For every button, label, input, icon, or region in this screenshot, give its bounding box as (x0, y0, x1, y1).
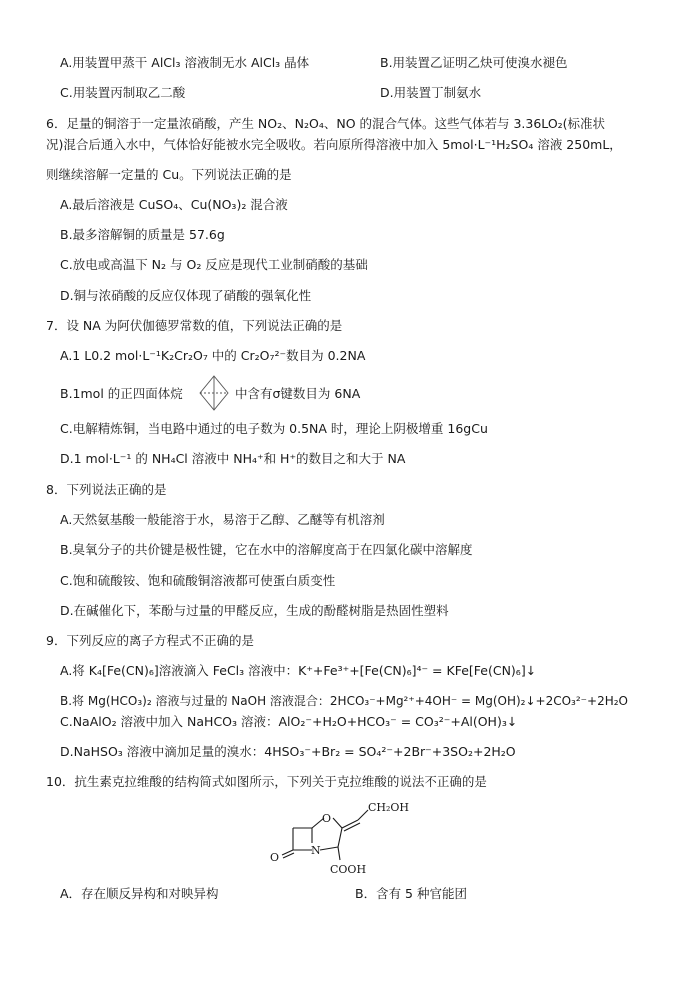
q9-stem: 9．下列反应的离子方程式不正确的是 (46, 633, 254, 648)
q6-stem-line2: 况)混合后通入水中，气体恰好能被水完全吸收。若向原所得溶液中加入 5mol·L⁻¹H₂SO₄ 溶液 250mL， (46, 137, 622, 152)
q8-option-d: D.在碱催化下，苯酚与过量的甲醛反应，生成的酚醛树脂是热固性塑料 (60, 603, 449, 618)
mol-cooh: COOH (330, 863, 367, 876)
q8-option-c: C.饱和硫酸铵、饱和硫酸铜溶液都可使蛋白质变性 (60, 573, 336, 588)
q6-stem-line3: 则继续溶解一定量的 Cu。下列说法正确的是 (46, 167, 292, 182)
q5-option-a: A.用装置甲蒸干 AlCl₃ 溶液制无水 AlCl₃ 晶体 (60, 55, 310, 70)
q7-option-b-pre: B.1mol 的正四面体烷 (60, 386, 183, 401)
q8-stem: 8．下列说法正确的是 (46, 482, 167, 497)
q5-option-b: B.用装置乙证明乙炔可使溴水褪色 (380, 55, 568, 70)
mol-keto-oxygen: O (270, 851, 280, 864)
q7-stem: 7．设 NA 为阿伏伽德罗常数的值，下列说法正确的是 (46, 318, 343, 333)
q5-option-d: D.用装置丁制氨水 (380, 85, 482, 100)
q7-option-c: C.电解精炼铜，当电路中通过的电子数为 0.5NA 时，理论上阴极增重 16gCu (60, 421, 488, 436)
clavulanic-acid-structure (260, 798, 430, 878)
mol-nitrogen: N (311, 844, 321, 857)
q9-option-c: C.NaAlO₂ 溶液中加入 NaHCO₃ 溶液：AlO₂⁻+H₂O+HCO₃⁻ = CO₃²⁻+Al(OH)₃↓ (60, 714, 518, 729)
q8-option-b: B.臭氧分子的共价键是极性键，它在水中的溶解度高于在四氯化碳中溶解度 (60, 542, 473, 557)
tetrahedrane-structure (197, 374, 231, 412)
q7-option-b-post: 中含有σ键数目为 6NA (235, 386, 361, 401)
q10-stem: 10．抗生素克拉维酸的结构简式如图所示，下列关于克拉维酸的说法不正确的是 (46, 774, 487, 789)
q6-option-a: A.最后溶液是 CuSO₄、Cu(NO₃)₂ 混合液 (60, 197, 288, 212)
q7-option-a: A.1 L0.2 mol·L⁻¹K₂Cr₂O₇ 中的 Cr₂O₇²⁻数目为 0.2NA (60, 348, 366, 363)
q6-option-c: C.放电或高温下 N₂ 与 O₂ 反应是现代工业制硝酸的基础 (60, 257, 368, 272)
q9-option-a: A.将 K₄[Fe(CN)₆]溶液滴入 FeCl₃ 溶液中：K⁺+Fe³⁺+[Fe(CN)₆]⁴⁻ = KFe[Fe(CN)₆]↓ (60, 663, 537, 678)
mol-ring-oxygen: O (322, 812, 332, 825)
q10-option-a: A．存在顺反异构和对映异构 (60, 886, 219, 901)
q5-option-c: C.用装置丙制取乙二酸 (60, 85, 186, 100)
mol-ch2oh: CH₂OH (368, 801, 410, 814)
q10-option-b: B．含有 5 种官能团 (355, 886, 467, 901)
q9-option-b: B.将 Mg(HCO₃)₂ 溶液与过量的 NaOH 溶液混合：2HCO₃⁻+Mg²⁺+4OH⁻ = Mg(OH)₂↓+2CO₃²⁻+2H₂O (60, 694, 628, 708)
q6-option-b: B.最多溶解铜的质量是 57.6g (60, 227, 225, 242)
q9-option-d: D.NaHSO₃ 溶液中滴加足量的溴水：4HSO₃⁻+Br₂ = SO₄²⁻+2Br⁻+3SO₂+2H₂O (60, 744, 516, 759)
q7-option-d: D.1 mol·L⁻¹ 的 NH₄Cl 溶液中 NH₄⁺和 H⁺的数目之和大于 NA (60, 451, 406, 466)
q6-option-d: D.铜与浓硝酸的反应仅体现了硝酸的强氧化性 (60, 288, 312, 303)
q6-stem-line1: 6．足量的铜溶于一定量浓硝酸，产生 NO₂、N₂O₄、NO 的混合气体。这些气体若与 3.36LO₂(标准状 (46, 116, 606, 131)
q8-option-a: A.天然氨基酸一般能溶于水，易溶于乙醇、乙醚等有机溶剂 (60, 512, 385, 527)
